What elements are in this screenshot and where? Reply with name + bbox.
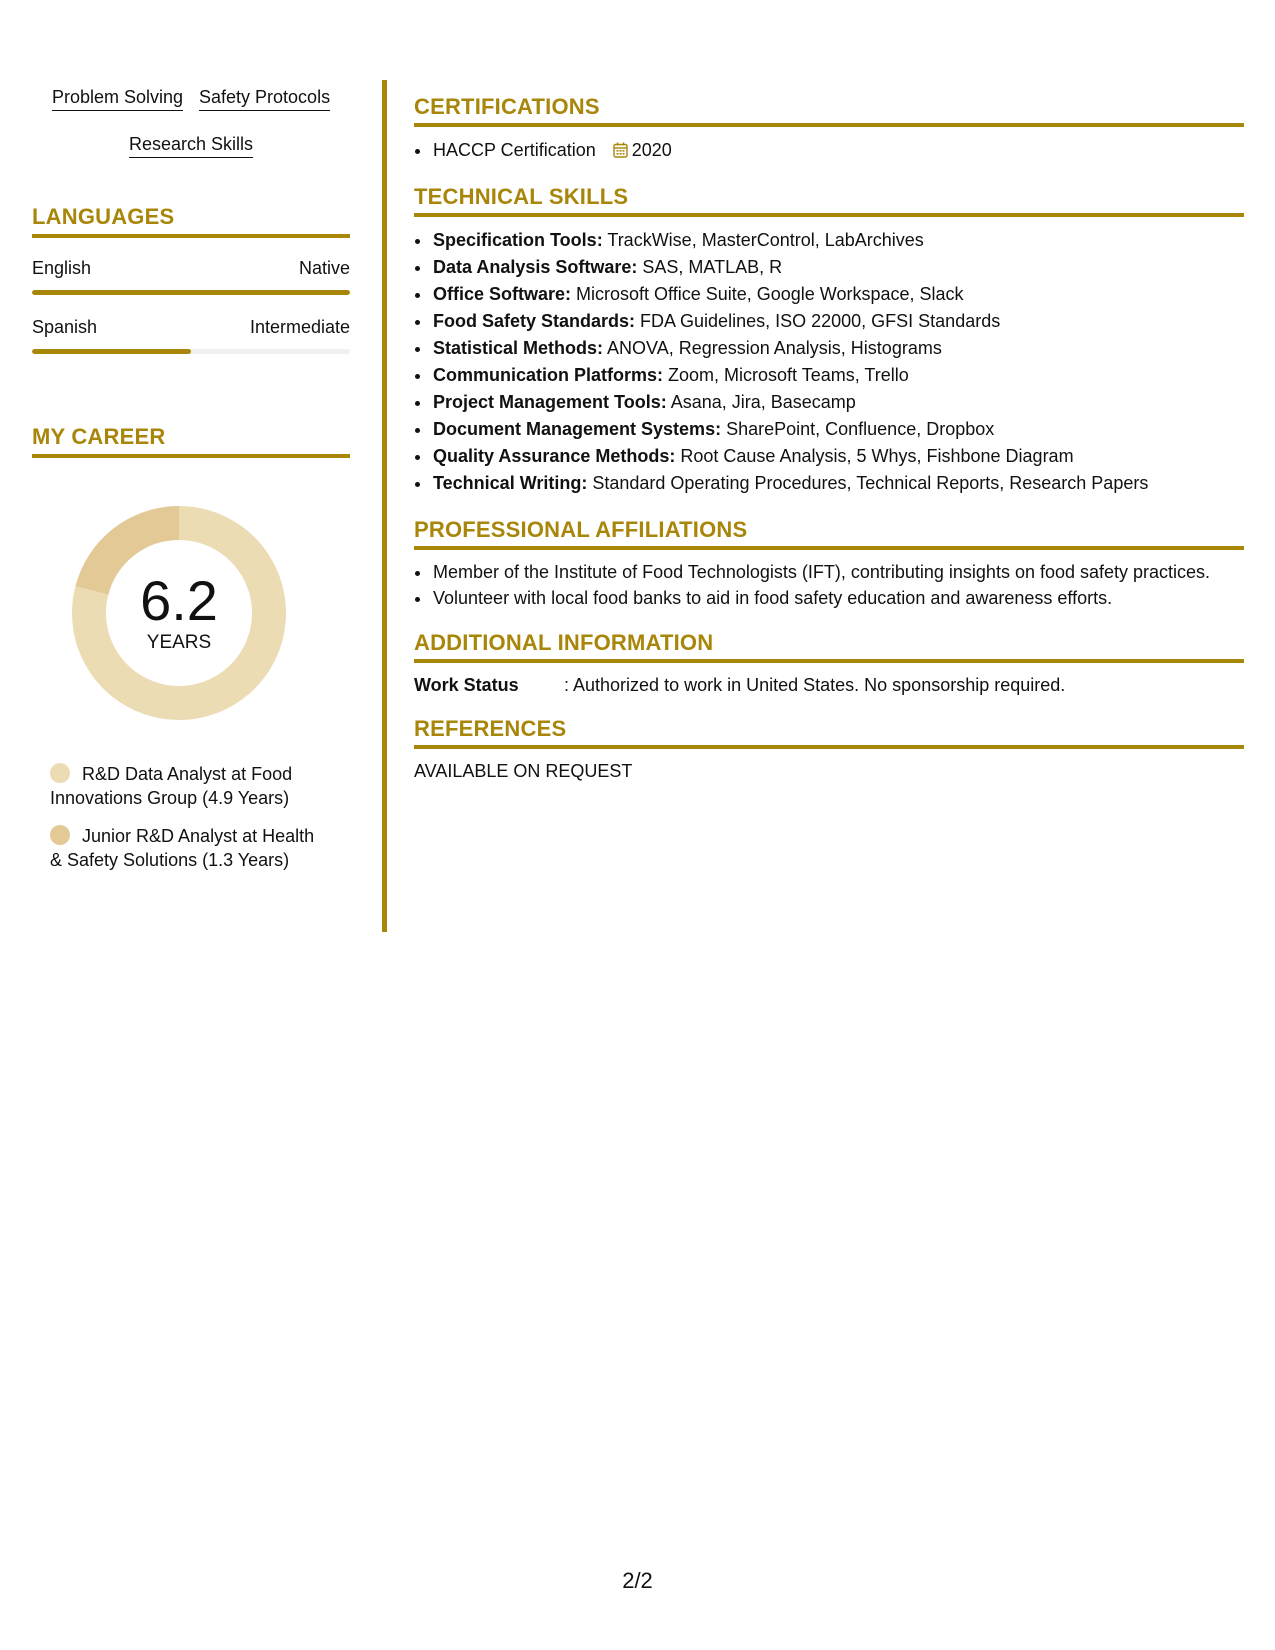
skill-label: Statistical Methods:: [433, 338, 604, 358]
skill-item: [432, 254, 1244, 281]
skill-label: Technical Writing:: [433, 473, 588, 493]
affiliations-heading: PROFESSIONAL AFFILIATIONS: [414, 517, 1244, 550]
skill-label: Communication Platforms:: [433, 365, 664, 385]
certifications-section: [414, 94, 1244, 164]
skill-value: Root Cause Analysis, 5 Whys, Fishbone Diagram: [675, 446, 1074, 466]
skill-label: Quality Assurance Methods:: [433, 446, 676, 466]
technical-skills-section: [414, 184, 1244, 497]
career-legend-item: [50, 824, 330, 872]
skill-tag: Research Skills: [129, 133, 253, 158]
skill-value: Asana, Jira, Basecamp: [666, 392, 856, 412]
affiliation-item: • Volunteer with local food banks to aid in food safety education and awareness efforts.: [432, 586, 1244, 610]
certification-year: 2020: [631, 140, 672, 160]
career-total-unit: YEARS: [146, 632, 212, 653]
affiliations-list: [414, 560, 1244, 610]
technical-skills-list: [414, 227, 1244, 497]
certifications-list: [414, 137, 1244, 164]
additional-info-section: [414, 630, 1244, 696]
technical-skills-heading: TECHNICAL SKILLS: [414, 184, 1244, 217]
skill-item: [432, 443, 1244, 470]
career-heading: MY CAREER: [32, 424, 350, 458]
skill-label: Food Safety Standards:: [433, 311, 636, 331]
certification-name: HACCP Certification: [433, 140, 596, 160]
skill-label: Document Management Systems:: [433, 419, 722, 439]
skill-item: [432, 281, 1244, 308]
language-proficiency-fill: [32, 349, 191, 354]
skill-item: [432, 389, 1244, 416]
skill-item: [432, 335, 1244, 362]
career-legend-item: [50, 762, 330, 810]
certification-item: [432, 137, 1244, 164]
language-level: Intermediate: [249, 317, 350, 337]
skill-value: TrackWise, MasterControl, LabArchives: [602, 230, 924, 250]
legend-dot-icon: [50, 825, 70, 845]
language-name: Spanish: [32, 317, 98, 337]
left-column: [32, 80, 350, 886]
skill-tags: [32, 80, 350, 174]
skill-label: Data Analysis Software:: [433, 257, 638, 277]
language-level: Native: [298, 258, 350, 278]
career-legend-label: R&D Data Analyst at Food Innovations Group (4.9 Years): [50, 764, 293, 808]
skill-label: Specification Tools:: [433, 230, 603, 250]
legend-dot-icon: [50, 763, 70, 783]
skill-value: FDA Guidelines, ISO 22000, GFSI Standards: [635, 311, 1001, 331]
career-legend: [50, 762, 330, 872]
skill-value: SAS, MATLAB, R: [637, 257, 783, 277]
work-status-row: [414, 675, 1244, 696]
skill-item: [432, 416, 1244, 443]
career-total-years: 6.2: [140, 569, 218, 632]
column-divider: [382, 80, 387, 932]
language-proficiency-bar: [32, 349, 350, 354]
languages-heading: LANGUAGES: [32, 204, 350, 238]
affiliations-section: [414, 517, 1244, 610]
skill-value: Standard Operating Procedures, Technical Reports, Research Papers: [587, 473, 1149, 493]
calendar-icon: [613, 142, 628, 158]
references-text: AVAILABLE ON REQUEST: [414, 761, 633, 781]
language-proficiency-fill: [32, 290, 350, 295]
language-proficiency-bar: [32, 290, 350, 295]
skill-value: ANOVA, Regression Analysis, Histograms: [603, 338, 942, 358]
career-donut-chart: [66, 500, 292, 726]
career-legend-label: Junior R&D Analyst at Health & Safety Solutions (1.3 Years): [50, 826, 315, 870]
work-status-value: : Authorized to work in United States. No sponsorship required.: [564, 675, 1066, 695]
skill-value: Microsoft Office Suite, Google Workspace, Slack: [571, 284, 964, 304]
skill-label: Office Software:: [433, 284, 572, 304]
language-name: English: [32, 258, 92, 278]
skill-label: Project Management Tools:: [433, 392, 667, 412]
page-number: 2/2: [622, 1568, 653, 1593]
language-item: [32, 317, 350, 354]
skill-value: Zoom, Microsoft Teams, Trello: [663, 365, 909, 385]
language-item: [32, 258, 350, 295]
references-heading: REFERENCES: [414, 716, 1244, 749]
skill-item: [432, 227, 1244, 254]
skill-value: SharePoint, Confluence, Dropbox: [721, 419, 995, 439]
skill-item: [432, 362, 1244, 389]
certifications-heading: CERTIFICATIONS: [414, 94, 1244, 127]
work-status-label: Work Status: [414, 675, 519, 695]
affiliation-item: • Member of the Institute of Food Technologists (IFT), contributing insights on food safety practices.: [432, 560, 1244, 584]
references-section: [414, 716, 1244, 782]
right-column: [414, 94, 1244, 782]
skill-tag: Problem Solving: [52, 86, 183, 111]
skill-item: [432, 308, 1244, 335]
additional-info-heading: ADDITIONAL INFORMATION: [414, 630, 1244, 663]
skill-item: [432, 470, 1244, 497]
skill-tag: Safety Protocols: [199, 86, 330, 111]
